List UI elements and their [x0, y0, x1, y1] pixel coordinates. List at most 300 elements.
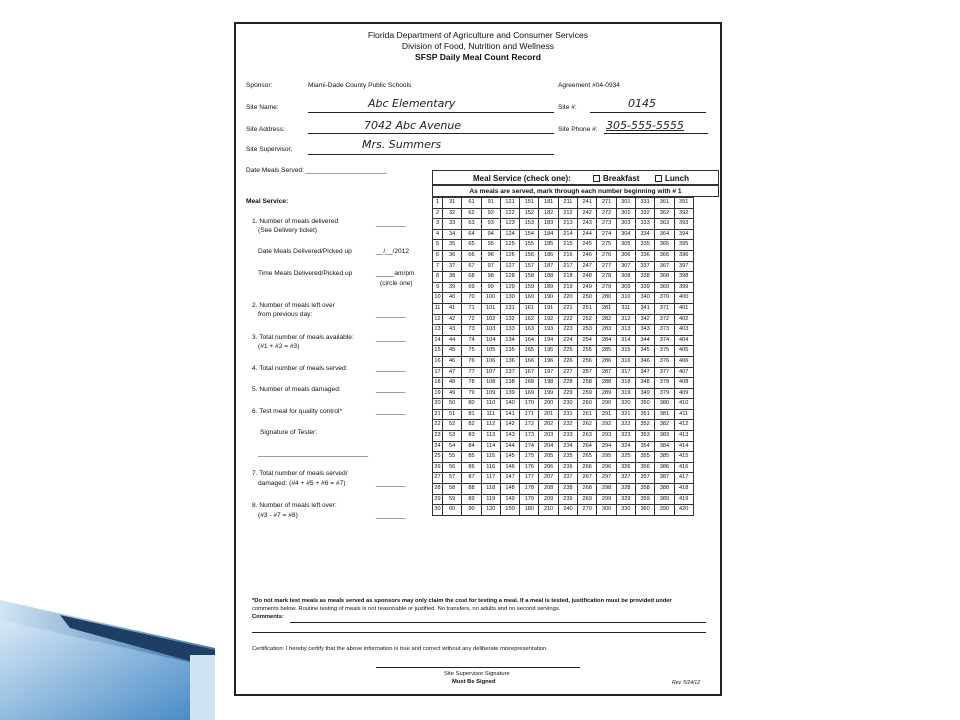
meal-number-cell[interactable]: 72	[462, 314, 481, 325]
meal-number-cell[interactable]: 149	[500, 494, 519, 505]
meal-number-cell[interactable]: 7	[433, 261, 443, 272]
meal-number-cell[interactable]: 94	[481, 229, 500, 240]
meal-number-cell[interactable]: 258	[578, 378, 597, 389]
meal-number-cell[interactable]: 106	[481, 356, 500, 367]
meal-number-cell[interactable]: 315	[616, 346, 635, 357]
meal-number-cell[interactable]: 291	[597, 409, 616, 420]
meal-number-cell[interactable]: 60	[443, 505, 462, 516]
meal-number-cell[interactable]: 329	[616, 494, 635, 505]
meal-number-cell[interactable]: 36	[443, 250, 462, 261]
meal-number-cell[interactable]: 358	[635, 484, 654, 495]
meal-number-cell[interactable]: 200	[539, 399, 558, 410]
meal-number-cell[interactable]: 201	[539, 409, 558, 420]
meal-number-cell[interactable]: 418	[674, 484, 693, 495]
meal-number-cell[interactable]: 44	[443, 335, 462, 346]
meal-number-cell[interactable]: 277	[597, 261, 616, 272]
meal-number-cell[interactable]: 186	[539, 250, 558, 261]
meal-number-cell[interactable]: 319	[616, 388, 635, 399]
meal-number-cell[interactable]: 42	[443, 314, 462, 325]
meal-number-cell[interactable]: 152	[520, 208, 539, 219]
meal-number-cell[interactable]: 134	[500, 335, 519, 346]
meal-number-cell[interactable]: 373	[655, 325, 674, 336]
meal-number-cell[interactable]: 230	[558, 399, 577, 410]
meal-number-cell[interactable]: 180	[520, 505, 539, 516]
meal-number-cell[interactable]: 384	[655, 441, 674, 452]
meal-number-cell[interactable]: 352	[635, 420, 654, 431]
meal-number-cell[interactable]: 76	[462, 356, 481, 367]
meal-number-cell[interactable]: 142	[500, 420, 519, 431]
meal-number-cell[interactable]: 409	[674, 388, 693, 399]
meal-number-cell[interactable]: 314	[616, 335, 635, 346]
meal-number-cell[interactable]: 204	[539, 441, 558, 452]
meal-number-cell[interactable]: 13	[433, 325, 443, 336]
meal-number-cell[interactable]: 58	[443, 484, 462, 495]
meal-number-cell[interactable]: 380	[655, 399, 674, 410]
meal-number-cell[interactable]: 403	[674, 325, 693, 336]
breakfast-checkbox[interactable]	[593, 175, 600, 182]
meal-number-cell[interactable]: 144	[500, 441, 519, 452]
meal-number-cell[interactable]: 61	[462, 198, 481, 209]
meal-number-cell[interactable]: 157	[520, 261, 539, 272]
meal-number-cell[interactable]: 227	[558, 367, 577, 378]
meal-number-cell[interactable]: 16	[433, 356, 443, 367]
meal-number-cell[interactable]: 1	[433, 198, 443, 209]
meal-number-cell[interactable]: 247	[578, 261, 597, 272]
meal-number-cell[interactable]: 225	[558, 346, 577, 357]
meal-number-cell[interactable]: 271	[597, 198, 616, 209]
meal-number-cell[interactable]: 88	[462, 484, 481, 495]
meal-number-cell[interactable]: 91	[481, 198, 500, 209]
meal-number-cell[interactable]: 185	[539, 240, 558, 251]
meal-number-cell[interactable]: 366	[655, 250, 674, 261]
meal-number-cell[interactable]: 118	[481, 484, 500, 495]
meal-number-cell[interactable]: 182	[539, 208, 558, 219]
meal-number-cell[interactable]: 316	[616, 356, 635, 367]
meal-number-cell[interactable]: 122	[500, 208, 519, 219]
meal-number-cell[interactable]: 347	[635, 367, 654, 378]
meal-number-cell[interactable]: 191	[539, 303, 558, 314]
meal-number-cell[interactable]: 49	[443, 388, 462, 399]
meal-number-cell[interactable]: 128	[500, 272, 519, 283]
meal-number-cell[interactable]: 11	[433, 303, 443, 314]
meal-number-cell[interactable]: 175	[520, 452, 539, 463]
meal-number-cell[interactable]: 382	[655, 420, 674, 431]
meal-number-cell[interactable]: 405	[674, 346, 693, 357]
meal-number-cell[interactable]: 322	[616, 420, 635, 431]
meal-number-cell[interactable]: 397	[674, 261, 693, 272]
meal-number-cell[interactable]: 192	[539, 314, 558, 325]
meal-number-cell[interactable]: 336	[635, 250, 654, 261]
comments-line-2[interactable]	[252, 632, 706, 633]
meal-number-cell[interactable]: 338	[635, 272, 654, 283]
meal-number-cell[interactable]: 151	[520, 198, 539, 209]
meal-number-cell[interactable]: 21	[433, 409, 443, 420]
meal-number-cell[interactable]: 288	[597, 378, 616, 389]
meal-number-cell[interactable]: 130	[500, 293, 519, 304]
meal-number-cell[interactable]: 392	[674, 208, 693, 219]
meal-number-cell[interactable]: 419	[674, 494, 693, 505]
meal-number-cell[interactable]: 340	[635, 293, 654, 304]
meal-number-cell[interactable]: 208	[539, 484, 558, 495]
meal-number-cell[interactable]: 30	[433, 505, 443, 516]
meal-number-cell[interactable]: 135	[500, 346, 519, 357]
meal-number-cell[interactable]: 177	[520, 473, 539, 484]
meal-number-cell[interactable]: 290	[597, 399, 616, 410]
meal-number-cell[interactable]: 348	[635, 378, 654, 389]
meal-number-cell[interactable]: 22	[433, 420, 443, 431]
meal-number-cell[interactable]: 37	[443, 261, 462, 272]
meal-number-cell[interactable]: 234	[558, 441, 577, 452]
meal-number-cell[interactable]: 248	[578, 272, 597, 283]
meal-number-cell[interactable]: 59	[443, 494, 462, 505]
meal-number-cell[interactable]: 8	[433, 272, 443, 283]
meal-number-cell[interactable]: 224	[558, 335, 577, 346]
meal-number-cell[interactable]: 74	[462, 335, 481, 346]
meal-number-cell[interactable]: 282	[597, 314, 616, 325]
lunch-checkbox[interactable]	[655, 175, 662, 182]
meal-number-cell[interactable]: 250	[578, 293, 597, 304]
comments-line-1[interactable]	[290, 622, 706, 623]
meal-number-cell[interactable]: 117	[481, 473, 500, 484]
meal-number-cell[interactable]: 104	[481, 335, 500, 346]
meal-number-cell[interactable]: 90	[462, 505, 481, 516]
meal-number-cell[interactable]: 40	[443, 293, 462, 304]
meal-number-cell[interactable]: 273	[597, 219, 616, 230]
meal-number-cell[interactable]: 297	[597, 473, 616, 484]
meal-number-cell[interactable]: 228	[558, 378, 577, 389]
meal-number-cell[interactable]: 361	[655, 198, 674, 209]
meal-number-cell[interactable]: 114	[481, 441, 500, 452]
item2-blank[interactable]: ________	[376, 311, 406, 318]
meal-number-cell[interactable]: 96	[481, 250, 500, 261]
meal-number-cell[interactable]: 267	[578, 473, 597, 484]
meal-number-cell[interactable]: 199	[539, 388, 558, 399]
meal-number-cell[interactable]: 214	[558, 229, 577, 240]
meal-number-cell[interactable]: 82	[462, 420, 481, 431]
meal-number-cell[interactable]: 265	[578, 452, 597, 463]
meal-number-cell[interactable]: 193	[539, 325, 558, 336]
meal-number-cell[interactable]: 197	[539, 367, 558, 378]
meal-number-cell[interactable]: 313	[616, 325, 635, 336]
meal-number-cell[interactable]: 396	[674, 250, 693, 261]
meal-number-cell[interactable]: 294	[597, 441, 616, 452]
meal-number-cell[interactable]: 317	[616, 367, 635, 378]
breakfast-option[interactable]	[593, 174, 639, 183]
meal-number-cell[interactable]: 385	[655, 452, 674, 463]
meal-number-cell[interactable]: 97	[481, 261, 500, 272]
meal-number-cell[interactable]: 176	[520, 462, 539, 473]
meal-number-cell[interactable]: 146	[500, 462, 519, 473]
meal-number-cell[interactable]: 261	[578, 409, 597, 420]
meal-number-cell[interactable]: 326	[616, 462, 635, 473]
meal-number-cell[interactable]: 312	[616, 314, 635, 325]
meal-number-cell[interactable]: 73	[462, 325, 481, 336]
meal-number-cell[interactable]: 5	[433, 240, 443, 251]
meal-number-cell[interactable]: 264	[578, 441, 597, 452]
meal-number-cell[interactable]: 389	[655, 494, 674, 505]
meal-number-cell[interactable]: 68	[462, 272, 481, 283]
meal-number-cell[interactable]: 295	[597, 452, 616, 463]
meal-number-cell[interactable]: 216	[558, 250, 577, 261]
meal-number-cell[interactable]: 417	[674, 473, 693, 484]
meal-number-cell[interactable]: 19	[433, 388, 443, 399]
meal-number-cell[interactable]: 280	[597, 293, 616, 304]
meal-number-cell[interactable]: 365	[655, 240, 674, 251]
meal-number-cell[interactable]: 367	[655, 261, 674, 272]
meal-number-cell[interactable]: 274	[597, 229, 616, 240]
meal-number-cell[interactable]: 79	[462, 388, 481, 399]
meal-number-cell[interactable]: 374	[655, 335, 674, 346]
meal-number-cell[interactable]: 164	[520, 335, 539, 346]
meal-number-cell[interactable]: 159	[520, 282, 539, 293]
meal-number-cell[interactable]: 183	[539, 219, 558, 230]
meal-number-cell[interactable]: 112	[481, 420, 500, 431]
meal-number-cell[interactable]: 43	[443, 325, 462, 336]
meal-number-cell[interactable]: 410	[674, 399, 693, 410]
meal-number-cell[interactable]: 304	[616, 229, 635, 240]
meal-number-cell[interactable]: 242	[578, 208, 597, 219]
meal-number-cell[interactable]: 318	[616, 378, 635, 389]
meal-number-cell[interactable]: 323	[616, 431, 635, 442]
meal-number-cell[interactable]: 354	[635, 441, 654, 452]
meal-number-cell[interactable]: 257	[578, 367, 597, 378]
meal-number-cell[interactable]: 33	[443, 219, 462, 230]
meal-number-cell[interactable]: 35	[443, 240, 462, 251]
meal-number-cell[interactable]: 376	[655, 356, 674, 367]
meal-number-cell[interactable]: 415	[674, 452, 693, 463]
meal-number-cell[interactable]: 309	[616, 282, 635, 293]
meal-number-cell[interactable]: 93	[481, 219, 500, 230]
meal-number-cell[interactable]: 162	[520, 314, 539, 325]
meal-number-cell[interactable]: 138	[500, 378, 519, 389]
item3-blank[interactable]: ________	[376, 335, 406, 342]
meal-number-cell[interactable]: 173	[520, 431, 539, 442]
meal-number-cell[interactable]: 372	[655, 314, 674, 325]
meal-number-cell[interactable]: 345	[635, 346, 654, 357]
meal-number-cell[interactable]: 15	[433, 346, 443, 357]
meal-number-cell[interactable]: 121	[500, 198, 519, 209]
meal-number-cell[interactable]: 100	[481, 293, 500, 304]
meal-number-cell[interactable]: 3	[433, 219, 443, 230]
meal-number-cell[interactable]: 195	[539, 346, 558, 357]
meal-number-cell[interactable]: 54	[443, 441, 462, 452]
meal-number-cell[interactable]: 194	[539, 335, 558, 346]
meal-number-cell[interactable]: 171	[520, 409, 539, 420]
meal-number-cell[interactable]: 129	[500, 282, 519, 293]
meal-number-cell[interactable]: 237	[558, 473, 577, 484]
meal-number-cell[interactable]: 46	[443, 356, 462, 367]
meal-number-cell[interactable]: 17	[433, 367, 443, 378]
meal-number-cell[interactable]: 38	[443, 272, 462, 283]
meal-number-cell[interactable]: 86	[462, 462, 481, 473]
meal-number-cell[interactable]: 266	[578, 462, 597, 473]
meal-number-cell[interactable]: 99	[481, 282, 500, 293]
meal-number-cell[interactable]: 360	[635, 505, 654, 516]
meal-number-cell[interactable]: 215	[558, 240, 577, 251]
meal-number-cell[interactable]: 64	[462, 229, 481, 240]
meal-number-cell[interactable]: 32	[443, 208, 462, 219]
meal-number-cell[interactable]: 395	[674, 240, 693, 251]
meal-number-cell[interactable]: 368	[655, 272, 674, 283]
meal-number-cell[interactable]: 283	[597, 325, 616, 336]
meal-number-cell[interactable]: 377	[655, 367, 674, 378]
meal-number-cell[interactable]: 18	[433, 378, 443, 389]
meal-number-cell[interactable]: 12	[433, 314, 443, 325]
meal-number-cell[interactable]: 119	[481, 494, 500, 505]
meal-number-cell[interactable]: 147	[500, 473, 519, 484]
meal-number-cell[interactable]: 268	[578, 484, 597, 495]
meal-number-cell[interactable]: 9	[433, 282, 443, 293]
meal-number-cell[interactable]: 105	[481, 346, 500, 357]
meal-number-cell[interactable]: 408	[674, 378, 693, 389]
meal-number-cell[interactable]: 342	[635, 314, 654, 325]
supervisor-signature-line[interactable]	[376, 667, 580, 668]
meal-number-cell[interactable]: 84	[462, 441, 481, 452]
date-delivered-blank[interactable]: __/__/2012	[376, 248, 410, 255]
meal-number-cell[interactable]: 108	[481, 378, 500, 389]
meal-number-cell[interactable]: 179	[520, 494, 539, 505]
meal-number-cell[interactable]: 222	[558, 314, 577, 325]
item8-blank[interactable]: ________	[376, 512, 406, 519]
item7-blank[interactable]: ________	[376, 480, 406, 487]
meal-number-cell[interactable]: 29	[433, 494, 443, 505]
meal-number-cell[interactable]: 333	[635, 219, 654, 230]
meal-number-cell[interactable]: 67	[462, 261, 481, 272]
meal-number-cell[interactable]: 302	[616, 208, 635, 219]
meal-number-cell[interactable]: 364	[655, 229, 674, 240]
meal-number-cell[interactable]: 218	[558, 272, 577, 283]
meal-number-cell[interactable]: 62	[462, 208, 481, 219]
meal-number-cell[interactable]: 23	[433, 431, 443, 442]
meal-number-cell[interactable]: 103	[481, 325, 500, 336]
meal-number-cell[interactable]: 399	[674, 282, 693, 293]
meal-number-cell[interactable]: 394	[674, 229, 693, 240]
meal-number-cell[interactable]: 253	[578, 325, 597, 336]
meal-number-cell[interactable]: 223	[558, 325, 577, 336]
meal-number-cell[interactable]: 306	[616, 250, 635, 261]
meal-number-cell[interactable]: 169	[520, 388, 539, 399]
meal-number-cell[interactable]: 393	[674, 219, 693, 230]
meal-number-cell[interactable]: 246	[578, 250, 597, 261]
meal-number-cell[interactable]: 413	[674, 431, 693, 442]
meal-number-cell[interactable]: 25	[433, 452, 443, 463]
meal-number-cell[interactable]: 362	[655, 208, 674, 219]
meal-number-cell[interactable]: 254	[578, 335, 597, 346]
meal-number-cell[interactable]: 102	[481, 314, 500, 325]
meal-number-cell[interactable]: 219	[558, 282, 577, 293]
meal-number-cell[interactable]: 303	[616, 219, 635, 230]
meal-number-cell[interactable]: 31	[443, 198, 462, 209]
meal-number-cell[interactable]: 153	[520, 219, 539, 230]
meal-number-cell[interactable]: 92	[481, 208, 500, 219]
meal-number-cell[interactable]: 328	[616, 484, 635, 495]
meal-number-cell[interactable]: 239	[558, 494, 577, 505]
meal-number-cell[interactable]: 232	[558, 420, 577, 431]
meal-number-cell[interactable]: 24	[433, 441, 443, 452]
meal-number-cell[interactable]: 6	[433, 250, 443, 261]
meal-number-cell[interactable]: 249	[578, 282, 597, 293]
meal-number-cell[interactable]: 45	[443, 346, 462, 357]
meal-number-cell[interactable]: 213	[558, 219, 577, 230]
meal-number-cell[interactable]: 47	[443, 367, 462, 378]
meal-number-cell[interactable]: 311	[616, 303, 635, 314]
meal-number-cell[interactable]: 127	[500, 261, 519, 272]
meal-number-cell[interactable]: 401	[674, 303, 693, 314]
meal-number-cell[interactable]: 141	[500, 409, 519, 420]
meal-number-cell[interactable]: 236	[558, 462, 577, 473]
meal-number-cell[interactable]: 386	[655, 462, 674, 473]
meal-number-cell[interactable]: 189	[539, 282, 558, 293]
meal-number-cell[interactable]: 205	[539, 452, 558, 463]
meal-number-cell[interactable]: 2	[433, 208, 443, 219]
meal-number-cell[interactable]: 89	[462, 494, 481, 505]
meal-number-cell[interactable]: 111	[481, 409, 500, 420]
meal-number-cell[interactable]: 285	[597, 346, 616, 357]
meal-number-cell[interactable]: 339	[635, 282, 654, 293]
meal-number-cell[interactable]: 210	[539, 505, 558, 516]
meal-number-cell[interactable]: 332	[635, 208, 654, 219]
meal-number-cell[interactable]: 170	[520, 399, 539, 410]
meal-number-cell[interactable]: 255	[578, 346, 597, 357]
meal-number-cell[interactable]: 310	[616, 293, 635, 304]
meal-number-cell[interactable]: 221	[558, 303, 577, 314]
meal-number-cell[interactable]: 337	[635, 261, 654, 272]
meal-number-cell[interactable]: 305	[616, 240, 635, 251]
meal-number-cell[interactable]: 260	[578, 399, 597, 410]
meal-number-cell[interactable]: 156	[520, 250, 539, 261]
meal-number-cell[interactable]: 262	[578, 420, 597, 431]
meal-number-cell[interactable]: 404	[674, 335, 693, 346]
meal-number-cell[interactable]: 113	[481, 431, 500, 442]
meal-number-cell[interactable]: 14	[433, 335, 443, 346]
meal-number-cell[interactable]: 28	[433, 484, 443, 495]
meal-number-cell[interactable]: 334	[635, 229, 654, 240]
meal-number-cell[interactable]: 243	[578, 219, 597, 230]
meal-number-cell[interactable]: 66	[462, 250, 481, 261]
meal-number-cell[interactable]: 172	[520, 420, 539, 431]
meal-number-cell[interactable]: 363	[655, 219, 674, 230]
meal-number-cell[interactable]: 308	[616, 272, 635, 283]
meal-number-cell[interactable]: 359	[635, 494, 654, 505]
meal-number-cell[interactable]: 50	[443, 399, 462, 410]
meal-number-cell[interactable]: 160	[520, 293, 539, 304]
meal-number-cell[interactable]: 356	[635, 462, 654, 473]
meal-number-cell[interactable]: 269	[578, 494, 597, 505]
meal-number-cell[interactable]: 124	[500, 229, 519, 240]
meal-number-cell[interactable]: 281	[597, 303, 616, 314]
meal-number-cell[interactable]: 178	[520, 484, 539, 495]
meal-number-cell[interactable]: 98	[481, 272, 500, 283]
meal-number-cell[interactable]: 378	[655, 378, 674, 389]
meal-number-cell[interactable]: 244	[578, 229, 597, 240]
meal-number-cell[interactable]: 184	[539, 229, 558, 240]
meal-number-cell[interactable]: 233	[558, 431, 577, 442]
meal-number-cell[interactable]: 351	[635, 409, 654, 420]
meal-number-cell[interactable]: 48	[443, 378, 462, 389]
meal-number-cell[interactable]: 212	[558, 208, 577, 219]
meal-number-cell[interactable]: 391	[674, 198, 693, 209]
meal-number-cell[interactable]: 289	[597, 388, 616, 399]
meal-number-cell[interactable]: 407	[674, 367, 693, 378]
meal-number-cell[interactable]: 292	[597, 420, 616, 431]
meal-number-cell[interactable]: 81	[462, 409, 481, 420]
meal-number-cell[interactable]: 187	[539, 261, 558, 272]
meal-number-cell[interactable]: 335	[635, 240, 654, 251]
meal-number-cell[interactable]: 226	[558, 356, 577, 367]
meal-number-cell[interactable]: 276	[597, 250, 616, 261]
meal-number-cell[interactable]: 53	[443, 431, 462, 442]
meal-number-cell[interactable]: 252	[578, 314, 597, 325]
